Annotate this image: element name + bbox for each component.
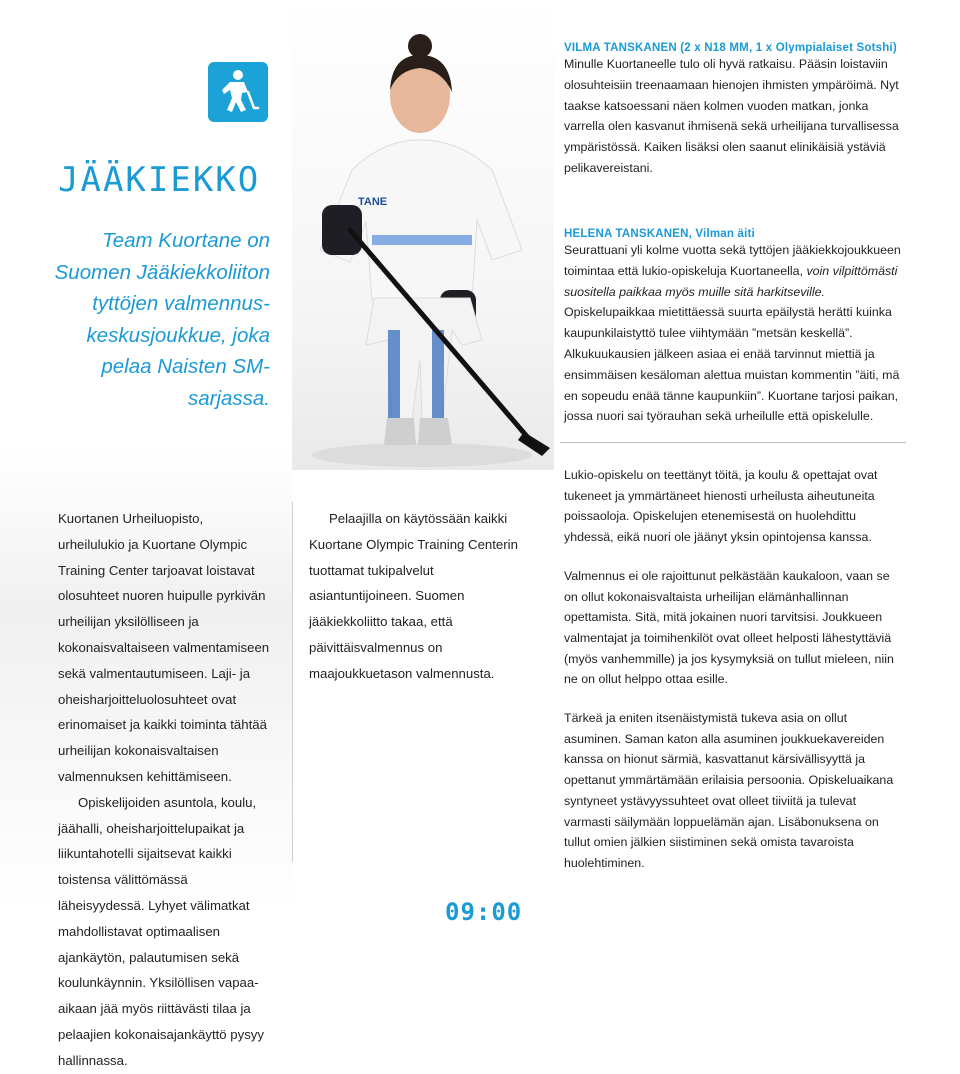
testimonial-paragraph: Valmennus ei ole rajoittunut pelkästään kaukaloon, vaan se on ollut kokonaisvaltaista urheilijan elämänhallinnan opettamista. Sitä, mitä jokainen nuori tarvitsisi. Joukkueen valmentajat ja toimihenkilöt ovat olleet helposti lähestyttäviä (myös vanhemmille) ja jos kysymyksiä on tullut mieleen, niin ne on ollut helppo ottaa esille. [564,568,894,687]
hockey-player-icon [208,62,268,122]
quote-text [564,240,904,427]
testimonial-column [564,465,904,892]
quote-underline [560,442,906,443]
quote-text: Minulle Kuortaneelle tulo oli hyvä ratkaisu. Pääsin loistaviin olosuhteisiin treenaamaan hienojen ihmisten ympäröimä. Nyt taakse katsoessani näen kolmen vuoden matkan, jonka varrella olen kasvanut ihmisenä sekä urheilijana turvallisessa ympäristössä. Kaiken lisäksi olen saanut elinikäisiä ystäviä pelikavereistani. [564,57,899,175]
section-title: JÄÄKIEKKO [58,160,261,200]
intro-paragraph-2: Opiskelijoiden asuntola, koulu, jäähalli, oheisharjoittelupaikat ja liikuntahotelli sijaitsevat kaikki toistensa välittömässä läheisyydessä. Lyhyet välimatkat mahdollistavat optimaalisen ajankäytön, palautumisen sekä koulunkäynnin. Yksilöllisen vapaa-aikaan jää myös riittävästi tilaa ja pelaajien kokonaisajankäyttö pysyy hallinnassa. [58,794,264,1068]
quote-helena [564,228,904,427]
player-photo [292,0,554,470]
page-number: 09:00 [445,898,523,926]
quote-text-part: Opiskelupaikkaa mietittäessä suurta epäilystä herätti kuinka kaupunkilaistyttö tulee viihtymään ”metsän keskellä”. Alkukuukausien jälkeen asiaa ei enää tarvinnut miettiä ja ensimmäisen kesäloman alettua muistan kommentin ”äiti, mä en sopeudu enää tänne kaupunkiin”. Kuortane tarjosi paikan, jossa nuori sai työrauhan sekä urheilulle että opiskelulle. [564,305,900,424]
intro-paragraph-1: Kuortanen Urheiluopisto, urheilulukio ja Kuortane Olympic Training Center tarjoavat loistavat olosuhteet nuoren huipulle pyrkivän urheilijan yksilölliseen ja kokonaisvaltaiseen valmentamiseen sekä valmentautumiseen. Laji- ja oheisharjoitteluolosuhteet ovat erinomaiset ja kaikki toiminta tähtää urheilijan kokonaisvaltaisen valmennuksen kehittämiseen. [58,511,270,784]
quote-vilma [564,42,904,179]
testimonial-paragraph: Lukio-opiskelu on teettänyt töitä, ja koulu & opettajat ovat tukeneet ja ymmärtäneet hienosti urheilusta aiheutuneita poissaoloja. Opiskelujen etenemisestä on huolehdittu yhdessä, eikä nuori ole jäänyt yksin opintojensa kanssa. [564,468,878,545]
quote-text-italic: voin vilpittömästi suositella paikkaa myös muille sitä harkitseville. [564,263,898,299]
column-divider [292,502,293,862]
quote-heading: VILMA TANSKANEN (2 x N18 MM, 1 x Olympialaiset Sotshi) [564,42,897,54]
quote-text-part: Seurattuani yli kolme vuotta sekä tyttöjen jääkiekkojoukkueen toimintaa että lukio-opiskeluja Kuortaneella, [564,243,901,278]
testimonial-paragraph: Tärkeä ja eniten itsenäistymistä tukeva asia on ollut asuminen. Saman katon alla asuminen joukkuekavereiden kanssa on hionut särmiä, kasvattanut kärsivällisyyttä ja opettanut ymmärtämään erilaisia persoonia. Opiskeluaikana syntyneet ystävyyssuhteet ovat olleet tiiviitä ja tulevat varmasti säilymään loppuelämän ajan. Lisäbonuksena on tullut omien jälkien siistiminen sekä omista tavaroista huolehtiminen. [564,711,894,870]
svg-text:TANE: TANE [358,196,388,208]
intro-paragraph-3: Pelaajilla on käytössään kaikki Kuortane Olympic Training Centerin tuottamat tukipalvelut asiantuntijoineen. Suomen jääkiekkoliitto takaa, että päivittäisvalmennus on maajoukkuetason valmennusta. [309,511,518,681]
intro-column-2 [309,506,521,687]
intro-column-1 [58,506,270,1074]
tagline: Team Kuortane on Suomen Jääkiekkoliiton tyttöjen valmennus-keskusjoukkue, joka pelaa Naisten SM-sarjassa. [54,229,270,410]
quote-heading: HELENA TANSKANEN, Vilman äiti [564,228,755,240]
